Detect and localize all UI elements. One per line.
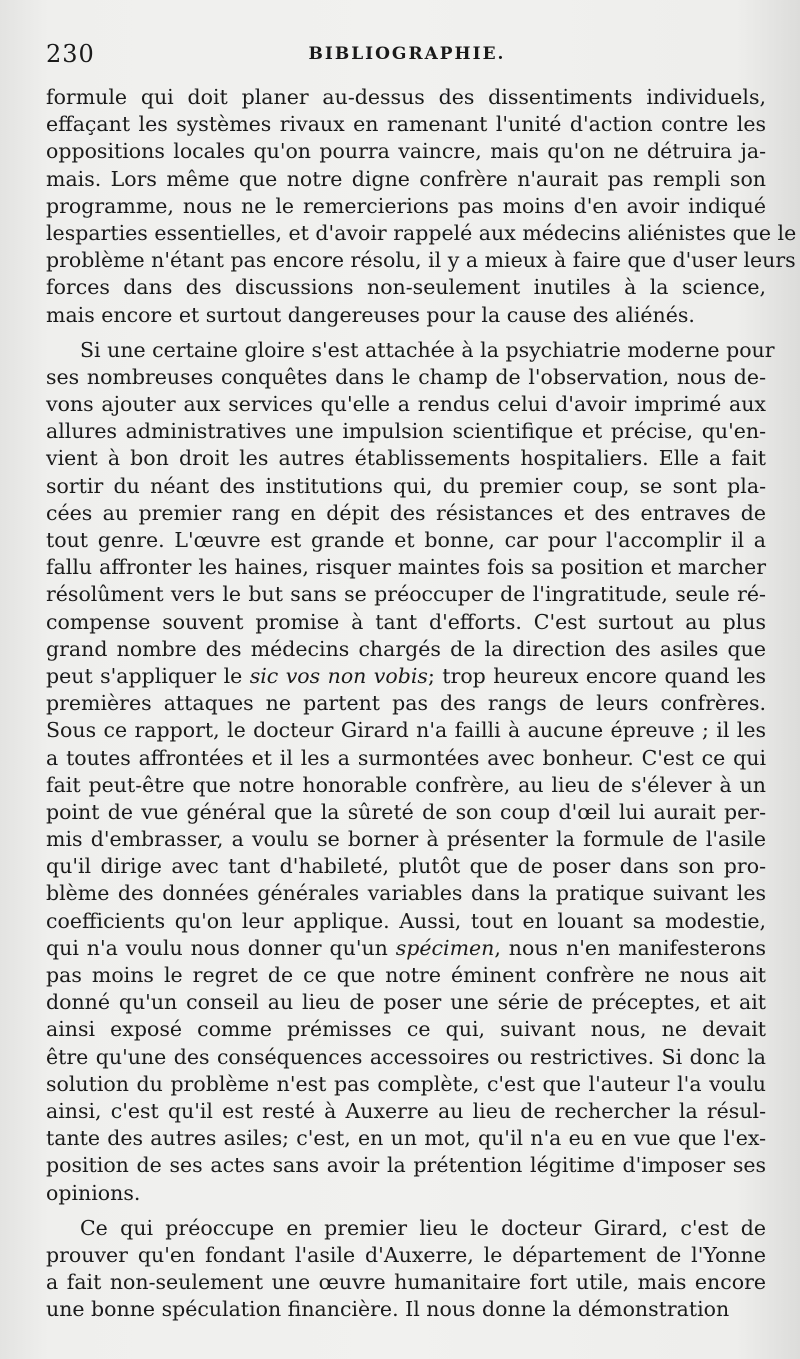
text-line: résolûment vers le but sans se préoccuper de l'ingratitude, seule ré- — [46, 582, 766, 607]
text-line: fait peut-être que notre honorable confrère, au lieu de s'élever à un — [46, 772, 766, 797]
running-title: BIBLIOGRAPHIE. — [308, 44, 506, 64]
text-line: qu'il dirige avec tant d'habileté, plutôt que de poser dans son pro- — [46, 854, 766, 879]
text-line: fallu affronter les haines, risquer maintes fois sa position et marcher — [46, 555, 766, 580]
text-line: ses nombreuses conquêtes dans le champ de l'observation, nous de- — [46, 364, 766, 389]
text-line: premières attaques ne partent pas des rangs de leurs confrères. — [46, 691, 766, 716]
text-line: Si une certaine gloire s'est attachée à la psychiatrie moderne pour — [80, 337, 775, 362]
text-line: blème des données générales variables dans la pratique suivant les — [46, 881, 766, 906]
text-line: donné qu'un conseil au lieu de poser une série de préceptes, et ait — [46, 990, 766, 1015]
text-line: compense souvent promise à tant d'efforts. C'est surtout au plus — [46, 609, 766, 634]
text-line: mais encore et surtout dangereuses pour la cause des aliénés. — [46, 302, 695, 327]
paragraph — [46, 84, 797, 329]
text-line: ainsi, c'est qu'il est resté à Auxerre au lieu de rechercher la résul- — [46, 1098, 766, 1123]
text-line: vons ajouter aux services qu'elle a rendus celui d'avoir imprimé aux — [46, 392, 766, 417]
text-line: vient à bon droit les autres établissements hospitaliers. Elle a fait — [46, 446, 766, 471]
text-line: mis d'embrasser, a voulu se borner à présenter la formule de l'asile — [46, 827, 766, 852]
text-line: a toutes affrontées et il les a surmontées avec bonheur. C'est ce qui — [46, 745, 766, 770]
text-line: position de ses actes sans avoir la prétention légitime d'imposer ses — [46, 1153, 766, 1178]
text-line: opinions. — [46, 1180, 141, 1205]
text-line: problème n'étant pas encore résolu, il y a mieux à faire que d'user leurs — [46, 248, 796, 273]
text-line: oppositions locales qu'on pourra vaincre, mais qu'on ne détruira ja- — [46, 139, 766, 164]
text-line: allures administratives une impulsion scientifique et précise, qu'en- — [46, 419, 766, 444]
text-line: grand nombre des médecins chargés de la direction des asiles que — [46, 636, 766, 661]
text-line: Ce qui préoccupe en premier lieu le docteur Girard, c'est de — [80, 1215, 766, 1240]
text-line: effaçant les systèmes rivaux en ramenant l'unité d'action contre les — [46, 112, 766, 137]
text-line: tout genre. L'œuvre est grande et bonne, car pour l'accomplir il a — [46, 528, 766, 552]
text-line: a fait non-seulement une œuvre humanitaire fort utile, mais encore — [46, 1270, 766, 1295]
text-line: forces dans des discussions non-seulement inutiles à la science, — [46, 275, 766, 300]
text-line: peut s'appliquer le sic vos non vobis; trop heureux encore quand les — [46, 663, 766, 688]
text-line: formule qui doit planer au-dessus des dissentiments individuels, — [46, 85, 766, 109]
text-line: qui n'a voulu nous donner qu'un spécimen, nous n'en manifesterons — [46, 935, 766, 960]
page-header — [46, 40, 768, 74]
text-line: ainsi exposé comme prémisses ce qui, suivant nous, ne devait — [46, 1017, 766, 1042]
text-line: programme, nous ne le remercierions pas moins d'en avoir indiqué — [46, 193, 766, 218]
italic-phrase: spécimen — [395, 935, 495, 960]
text-line: prouver qu'en fondant l'asile d'Auxerre, le département de l'Yonne — [46, 1242, 766, 1267]
text-line: lesparties essentielles, et d'avoir rappelé aux médecins aliénistes que le — [46, 220, 797, 245]
paragraph — [46, 1215, 766, 1324]
text-line: pas moins le regret de ce que notre éminent confrère ne nous ait — [46, 963, 766, 987]
text-line: mais. Lors même que notre digne confrère n'aurait pas rempli son — [46, 166, 766, 191]
text-line: Sous ce rapport, le docteur Girard n'a failli à aucune épreuve ; il les — [46, 718, 766, 743]
text-line: tante des autres asiles; c'est, en un mot, qu'il n'a eu en vue que l'ex- — [46, 1126, 766, 1151]
body-text — [46, 84, 797, 1323]
text-line: être qu'une des conséquences accessoires ou restrictives. Si donc la — [46, 1044, 766, 1069]
text-line: sortir du néant des institutions qui, du premier coup, se sont pla- — [46, 473, 766, 498]
text-line: une bonne spéculation financière. Il nous donne la démonstration — [46, 1297, 730, 1322]
paragraph — [46, 337, 775, 1207]
text-line: point de vue général que la sûreté de son coup d'œil lui aurait per- — [46, 799, 766, 824]
text-line: solution du problème n'est pas complète, c'est que l'auteur l'a voulu — [46, 1071, 766, 1096]
text-line: coefficients qu'on leur applique. Aussi, tout en louant sa modestie, — [46, 908, 766, 933]
italic-phrase: sic vos non vobis — [249, 663, 428, 688]
page-number: 230 — [46, 40, 95, 68]
text-line: cées au premier rang en dépit des résistances et des entraves de — [46, 500, 766, 525]
paragraph-gap — [46, 1207, 766, 1215]
paragraph-gap — [46, 329, 766, 337]
